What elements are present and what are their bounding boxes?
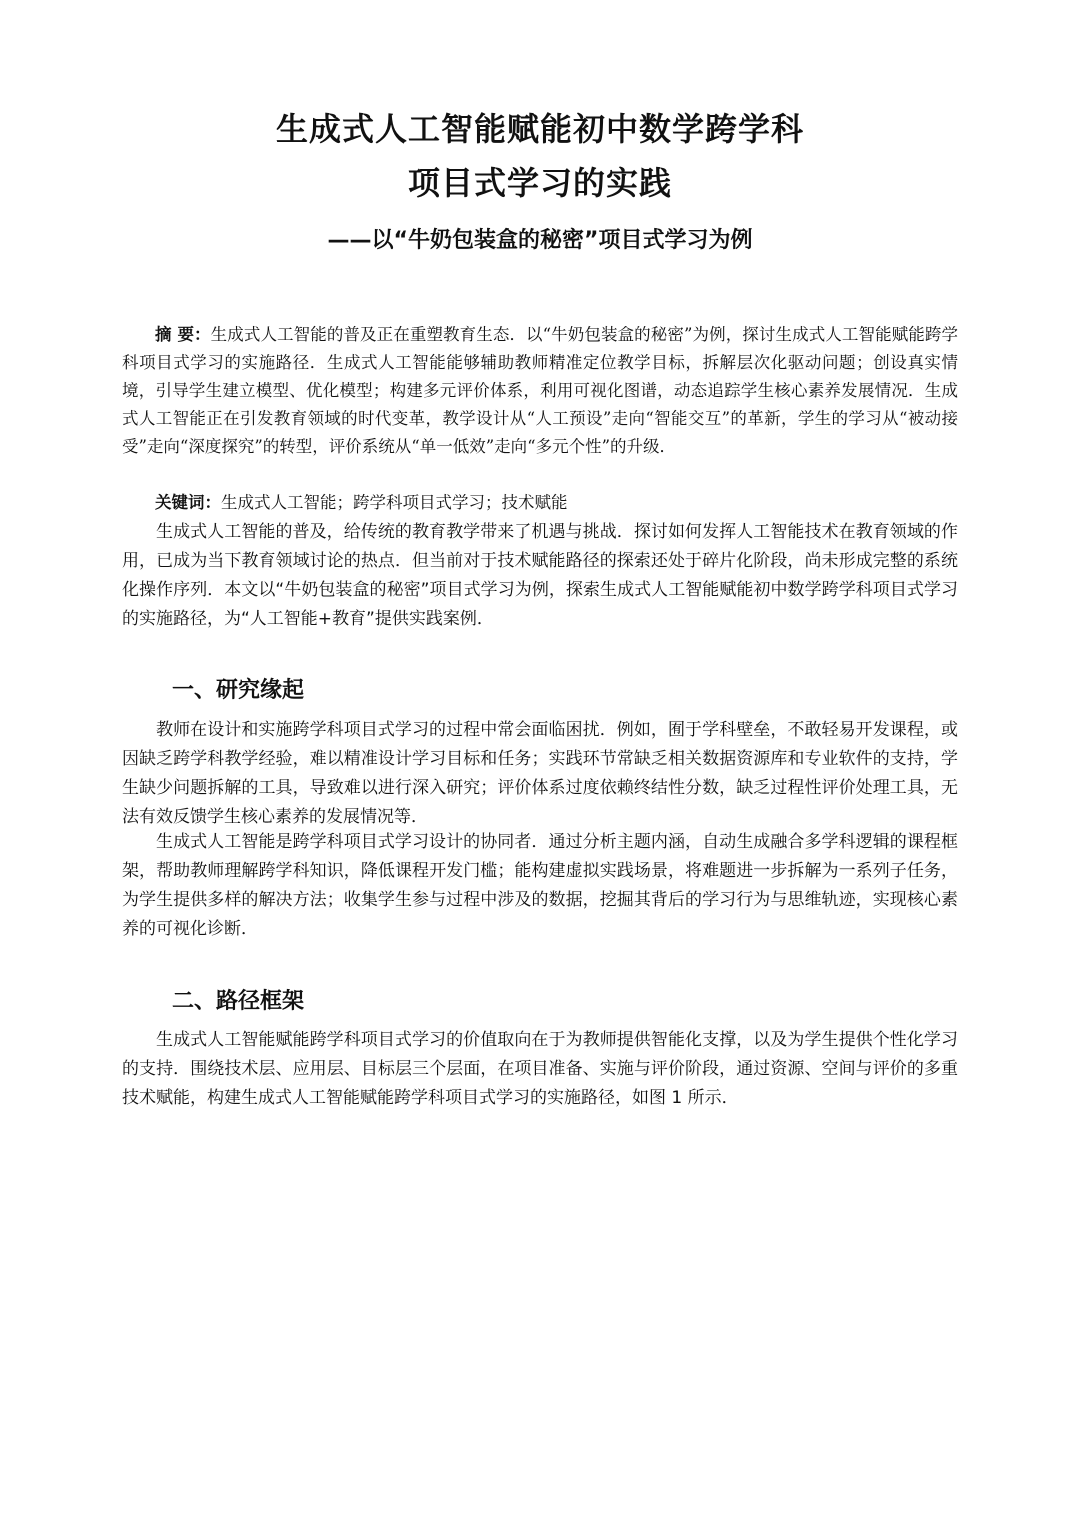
paper-title-line-1: 生成式人工智能赋能初中数学跨学科 bbox=[275, 110, 804, 148]
paper-title-line-2: 项目式学习的实践 bbox=[407, 164, 672, 202]
section-1-heading: 一、研究缘起 bbox=[172, 678, 305, 703]
keywords bbox=[122, 489, 958, 517]
abstract-label: 摘 要： bbox=[155, 325, 211, 344]
keywords-text: 生成式人工智能；跨学科项目式学习；技术赋能 bbox=[221, 493, 568, 512]
section-1-paragraph-1: 教师在设计和实施跨学科项目式学习的过程中常会面临困扰．例如，囿于学科壁垒，不敢轻易开发课程，或因缺乏跨学科教学经验，难以精准设计学习目标和任务；实践环节常缺乏相关数据资源库和专业软件的支持，学生缺少问题拆解的工具，导致难以进行深入研究；评价体系过度依赖终结性分数，缺乏过程性评价处理工具，无法有效反馈学生核心素养的发展情况等． bbox=[122, 720, 958, 827]
paper-subtitle: ——以“牛奶包装盒的秘密”项目式学习为例 bbox=[327, 228, 753, 253]
section-2-heading: 二、路径框架 bbox=[172, 989, 305, 1014]
abstract-text: 生成式人工智能的普及正在重塑教育生态．以“牛奶包装盒的秘密”为例，探讨生成式人工智能赋能跨学科项目式学习的实施路径．生成式人工智能能够辅助教师精准定位教学目标，拆解层次化驱动问题；创设真实情境，引导学生建立模型、优化模型；构建多元评价体系，利用可视化图谱，动态追踪学生核心素养发展情况．生成式人工智能正在引发教育领域的时代变革，教学设计从“人工预设”走向“智能交互”的革新，学生的学习从“被动接受”走向“深度探究”的转型，评价系统从“单一低效”走向“多元个性”的升级． bbox=[122, 325, 959, 456]
section-2-paragraph-1: 生成式人工智能赋能跨学科项目式学习的价值取向在于为教师提供智能化支撑，以及为学生提供个性化学习的支持．围绕技术层、应用层、目标层三个层面，在项目准备、实施与评价阶段，通过资源、空间与评价的多重技术赋能，构建生成式人工智能赋能跨学科项目式学习的实施路径，如图 1 所示． bbox=[122, 1030, 958, 1108]
intro-paragraph: 生成式人工智能的普及，给传统的教育教学带来了机遇与挑战．探讨如何发挥人工智能技术在教育领域的作用，已成为当下教育领域讨论的热点．但当前对于技术赋能路径的探索还处于碎片化阶段，尚未形成完整的系统化操作序列．本文以“牛奶包装盒的秘密”项目式学习为例，探索生成式人工智能赋能初中数学跨学科项目式学习的实施路径，为“人工智能+教育”提供实践案例． bbox=[122, 522, 958, 629]
keywords-label: 关键词： bbox=[155, 493, 221, 512]
section-1-paragraph-2: 生成式人工智能是跨学科项目式学习设计的协同者．通过分析主题内涵，自动生成融合多学科逻辑的课程框架，帮助教师理解跨学科知识，降低课程开发门槛；能构建虚拟实践场景，将难题进一步拆解为一系列子任务，为学生提供多样的解决方法；收集学生参与过程中涉及的数据，挖掘其背后的学习行为与思维轨迹，实现核心素养的可视化诊断． bbox=[122, 832, 958, 939]
abstract bbox=[122, 321, 958, 461]
